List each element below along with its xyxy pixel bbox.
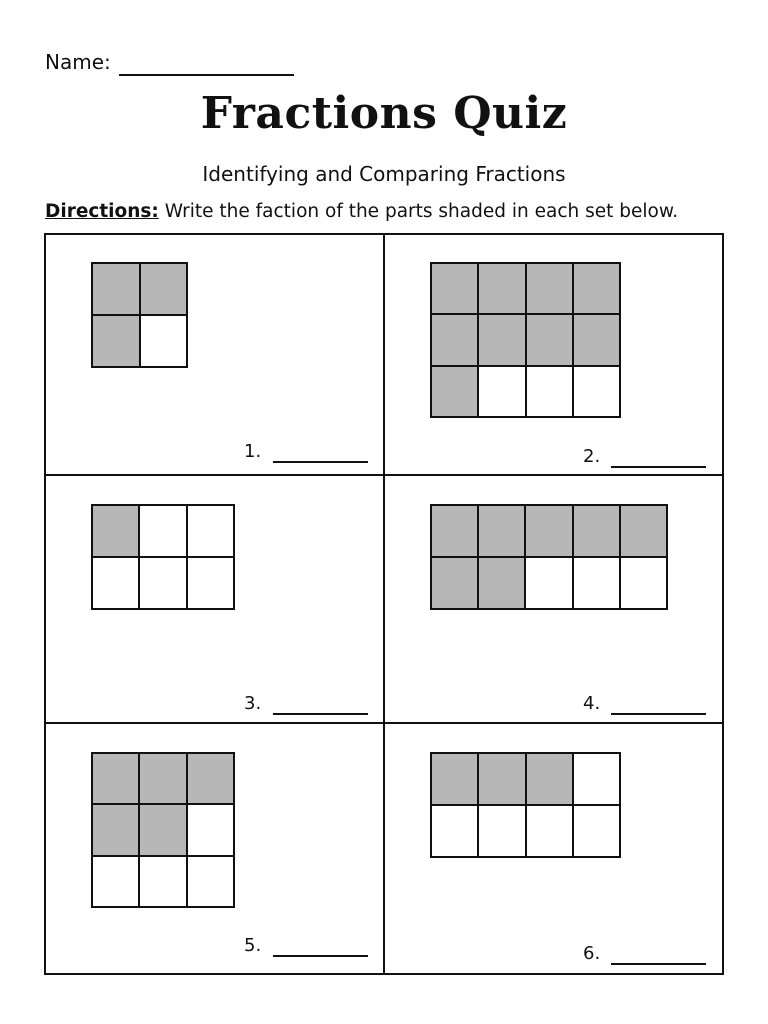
shaded-cell bbox=[479, 558, 524, 608]
question-number-5: 5. bbox=[244, 935, 262, 956]
answer-line-1[interactable] bbox=[273, 461, 368, 463]
unshaded-cell bbox=[574, 754, 619, 804]
name-label: Name: bbox=[45, 50, 111, 74]
unshaded-cell bbox=[527, 806, 572, 856]
shaded-cell bbox=[432, 754, 477, 804]
shaded-cell bbox=[93, 805, 138, 854]
shaded-cell bbox=[432, 264, 477, 313]
shaded-cell bbox=[479, 264, 524, 313]
unshaded-cell bbox=[188, 558, 233, 608]
unshaded-cell bbox=[93, 857, 138, 906]
directions-label: Directions: bbox=[45, 201, 159, 222]
question-number-6: 6. bbox=[583, 943, 601, 964]
question-number-1: 1. bbox=[244, 441, 262, 462]
shaded-cell bbox=[621, 506, 666, 556]
shaded-cell bbox=[140, 805, 185, 854]
shaded-cell bbox=[574, 264, 619, 313]
fraction-model-1 bbox=[91, 262, 188, 368]
quiz-title: Fractions Quiz bbox=[200, 88, 568, 139]
quiz-subtitle: Identifying and Comparing Fractions bbox=[202, 162, 566, 186]
shaded-cell bbox=[140, 754, 185, 803]
answer-line-3[interactable] bbox=[273, 713, 368, 715]
shaded-cell bbox=[93, 754, 138, 803]
name-answer-line[interactable] bbox=[119, 74, 294, 76]
shaded-cell bbox=[432, 315, 477, 364]
shaded-cell bbox=[479, 506, 524, 556]
unshaded-cell bbox=[140, 558, 185, 608]
unshaded-cell bbox=[527, 367, 572, 416]
fraction-model-4 bbox=[430, 504, 668, 610]
shaded-cell bbox=[527, 264, 572, 313]
fraction-model-2 bbox=[430, 262, 621, 418]
unshaded-cell bbox=[140, 506, 185, 556]
grid-horizontal-divider bbox=[44, 722, 724, 724]
unshaded-cell bbox=[188, 805, 233, 854]
unshaded-cell bbox=[188, 857, 233, 906]
shaded-cell bbox=[141, 264, 187, 314]
shaded-cell bbox=[527, 754, 572, 804]
unshaded-cell bbox=[432, 806, 477, 856]
directions bbox=[45, 201, 678, 222]
shaded-cell bbox=[432, 506, 477, 556]
grid-vertical-divider bbox=[383, 233, 385, 975]
shaded-cell bbox=[479, 754, 524, 804]
unshaded-cell bbox=[621, 558, 666, 608]
fraction-model-3 bbox=[91, 504, 235, 610]
shaded-cell bbox=[432, 367, 477, 416]
unshaded-cell bbox=[141, 316, 187, 366]
unshaded-cell bbox=[574, 558, 619, 608]
unshaded-cell bbox=[526, 558, 571, 608]
shaded-cell bbox=[526, 506, 571, 556]
question-number-4: 4. bbox=[583, 693, 601, 714]
shaded-cell bbox=[479, 315, 524, 364]
shaded-cell bbox=[574, 315, 619, 364]
unshaded-cell bbox=[574, 367, 619, 416]
directions-text: Write the faction of the parts shaded in each set below. bbox=[158, 201, 679, 222]
shaded-cell bbox=[93, 316, 139, 366]
answer-line-4[interactable] bbox=[611, 713, 706, 715]
shaded-cell bbox=[93, 264, 139, 314]
shaded-cell bbox=[93, 506, 138, 556]
answer-line-2[interactable] bbox=[611, 466, 706, 468]
answer-line-5[interactable] bbox=[273, 955, 368, 957]
grid-horizontal-divider bbox=[44, 474, 724, 476]
unshaded-cell bbox=[574, 806, 619, 856]
answer-line-6[interactable] bbox=[611, 963, 706, 965]
unshaded-cell bbox=[140, 857, 185, 906]
shaded-cell bbox=[188, 754, 233, 803]
shaded-cell bbox=[527, 315, 572, 364]
shaded-cell bbox=[432, 558, 477, 608]
shaded-cell bbox=[574, 506, 619, 556]
question-number-3: 3. bbox=[244, 693, 262, 714]
question-number-2: 2. bbox=[583, 446, 601, 467]
unshaded-cell bbox=[188, 506, 233, 556]
fraction-model-6 bbox=[430, 752, 621, 858]
fraction-model-5 bbox=[91, 752, 235, 908]
unshaded-cell bbox=[479, 806, 524, 856]
unshaded-cell bbox=[93, 558, 138, 608]
unshaded-cell bbox=[479, 367, 524, 416]
